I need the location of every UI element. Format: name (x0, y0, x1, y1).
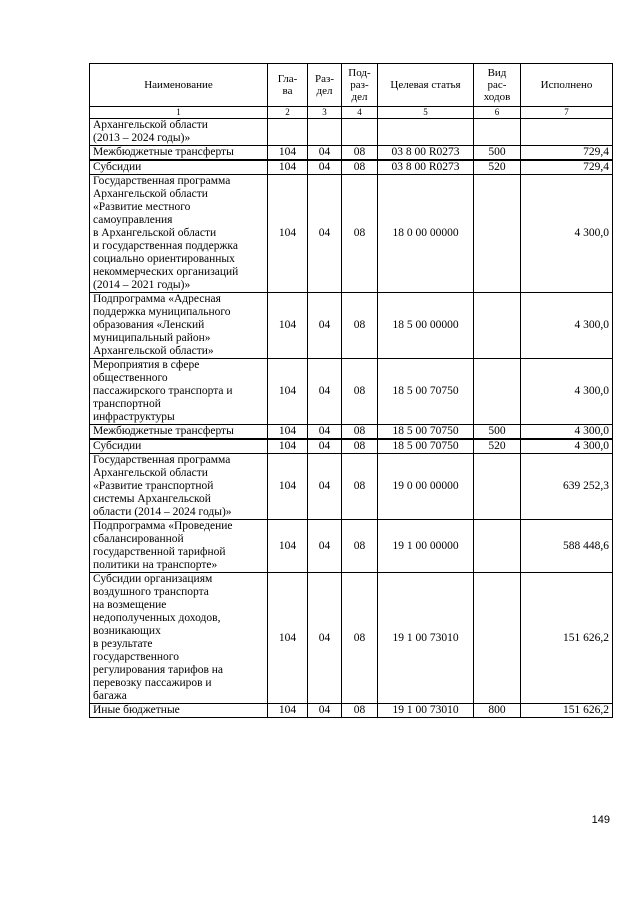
cell-podrazdel: 08 (342, 425, 378, 440)
cell-ispolneno: 639 252,3 (521, 454, 613, 520)
table-row (90, 520, 613, 573)
cell-statya: 19 1 00 00000 (378, 520, 474, 573)
cell-glava: 104 (268, 704, 308, 718)
cell-name: Архангельской области (2013 – 2024 годы)» (90, 119, 268, 146)
cell-name: Подпрограмма «Адресная поддержка муниципального образования «Ленский муниципальный район» Архангельской области» (90, 293, 268, 359)
cell-ispolneno: 729,4 (521, 160, 613, 175)
cell-vid (474, 573, 521, 704)
cell-ispolneno: 4 300,0 (521, 293, 613, 359)
table-row (90, 359, 613, 425)
cell-podrazdel: 08 (342, 293, 378, 359)
cell-vid: 800 (474, 704, 521, 718)
cell-statya: 19 1 00 73010 (378, 704, 474, 718)
cell-razdel: 04 (308, 454, 342, 520)
cell-ispolneno: 4 300,0 (521, 175, 613, 293)
cell-name: Межбюджетные трансферты (90, 146, 268, 161)
cell-ispolneno: 729,4 (521, 146, 613, 161)
cell-statya: 18 5 00 70750 (378, 359, 474, 425)
cell-ispolneno: 4 300,0 (521, 425, 613, 440)
cell-statya: 18 5 00 70750 (378, 439, 474, 454)
column-number: 5 (378, 107, 474, 119)
header-razdel: Раз- дел (308, 64, 342, 107)
cell-ispolneno: 588 448,6 (521, 520, 613, 573)
cell-ispolneno: 4 300,0 (521, 439, 613, 454)
table-row (90, 704, 613, 718)
cell-razdel: 04 (308, 175, 342, 293)
cell-ispolneno (521, 119, 613, 146)
cell-ispolneno: 4 300,0 (521, 359, 613, 425)
header-ispolneno: Исполнено (521, 64, 613, 107)
cell-statya: 18 5 00 70750 (378, 425, 474, 440)
cell-vid (474, 520, 521, 573)
table-row (90, 119, 613, 146)
table-row (90, 146, 613, 161)
cell-razdel: 04 (308, 160, 342, 175)
cell-podrazdel: 08 (342, 454, 378, 520)
column-number: 4 (342, 107, 378, 119)
column-number-row (90, 107, 613, 119)
table-row (90, 573, 613, 704)
cell-glava: 104 (268, 573, 308, 704)
cell-podrazdel: 08 (342, 439, 378, 454)
cell-glava: 104 (268, 293, 308, 359)
cell-vid (474, 359, 521, 425)
table-row (90, 175, 613, 293)
budget-execution-table (89, 63, 613, 718)
cell-glava: 104 (268, 454, 308, 520)
cell-glava (268, 119, 308, 146)
cell-razdel: 04 (308, 293, 342, 359)
table-row (90, 454, 613, 520)
table-body (90, 119, 613, 718)
cell-statya: 19 0 00 00000 (378, 454, 474, 520)
cell-glava: 104 (268, 520, 308, 573)
cell-statya: 03 8 00 R0273 (378, 160, 474, 175)
cell-name: Субсидии (90, 160, 268, 175)
cell-podrazdel: 08 (342, 704, 378, 718)
cell-razdel: 04 (308, 439, 342, 454)
header-podrazdel: Под- раз- дел (342, 64, 378, 107)
header-statya: Целевая статья (378, 64, 474, 107)
table-row (90, 439, 613, 454)
cell-ispolneno: 151 626,2 (521, 704, 613, 718)
column-number: 2 (268, 107, 308, 119)
cell-glava: 104 (268, 175, 308, 293)
cell-name: Субсидии (90, 439, 268, 454)
header-glava: Гла- ва (268, 64, 308, 107)
column-number: 6 (474, 107, 521, 119)
cell-ispolneno: 151 626,2 (521, 573, 613, 704)
table-row (90, 425, 613, 440)
cell-podrazdel: 08 (342, 520, 378, 573)
page-number: 149 (591, 814, 610, 826)
cell-name: Государственная программа Архангельской области «Развитие местного самоуправления в Архангельской области и государственная поддержка социально ориентированных некоммерческих организаций (2014 – 2021 годы)» (90, 175, 268, 293)
header-vid: Вид рас- ходов (474, 64, 521, 107)
cell-podrazdel: 08 (342, 175, 378, 293)
cell-razdel: 04 (308, 146, 342, 161)
table-row (90, 293, 613, 359)
cell-razdel: 04 (308, 425, 342, 440)
cell-podrazdel (342, 119, 378, 146)
cell-glava: 104 (268, 160, 308, 175)
cell-vid: 520 (474, 160, 521, 175)
cell-razdel (308, 119, 342, 146)
table-header-row (90, 64, 613, 107)
table-row (90, 160, 613, 175)
cell-vid: 500 (474, 146, 521, 161)
cell-name: Мероприятия в сфере общественного пассажирского транспорта и транспортной инфраструктуры (90, 359, 268, 425)
cell-glava: 104 (268, 425, 308, 440)
header-name: Наименование (90, 64, 268, 107)
cell-name: Государственная программа Архангельской области «Развитие транспортной системы Архангельской области (2014 – 2024 годы)» (90, 454, 268, 520)
cell-vid (474, 119, 521, 146)
cell-statya (378, 119, 474, 146)
cell-name: Субсидии организациям воздушного транспорта на возмещение недополученных доходов, возникающих в результате государственного регулирования тарифов на перевозку пассажиров и багажа (90, 573, 268, 704)
cell-name: Подпрограмма «Проведение сбалансированной государственной тарифной политики на транспорте» (90, 520, 268, 573)
cell-podrazdel: 08 (342, 146, 378, 161)
column-number: 1 (90, 107, 268, 119)
cell-glava: 104 (268, 439, 308, 454)
cell-razdel: 04 (308, 573, 342, 704)
cell-razdel: 04 (308, 359, 342, 425)
cell-glava: 104 (268, 146, 308, 161)
cell-statya: 03 8 00 R0273 (378, 146, 474, 161)
cell-podrazdel: 08 (342, 573, 378, 704)
cell-podrazdel: 08 (342, 160, 378, 175)
cell-glava: 104 (268, 359, 308, 425)
cell-statya: 18 5 00 00000 (378, 293, 474, 359)
column-number: 3 (308, 107, 342, 119)
cell-name: Иные бюджетные (90, 704, 268, 718)
column-number: 7 (521, 107, 613, 119)
cell-statya: 18 0 00 00000 (378, 175, 474, 293)
cell-vid (474, 454, 521, 520)
cell-statya: 19 1 00 73010 (378, 573, 474, 704)
cell-vid (474, 293, 521, 359)
cell-vid: 520 (474, 439, 521, 454)
cell-razdel: 04 (308, 520, 342, 573)
cell-razdel: 04 (308, 704, 342, 718)
cell-podrazdel: 08 (342, 359, 378, 425)
cell-name: Межбюджетные трансферты (90, 425, 268, 440)
cell-vid: 500 (474, 425, 521, 440)
cell-vid (474, 175, 521, 293)
